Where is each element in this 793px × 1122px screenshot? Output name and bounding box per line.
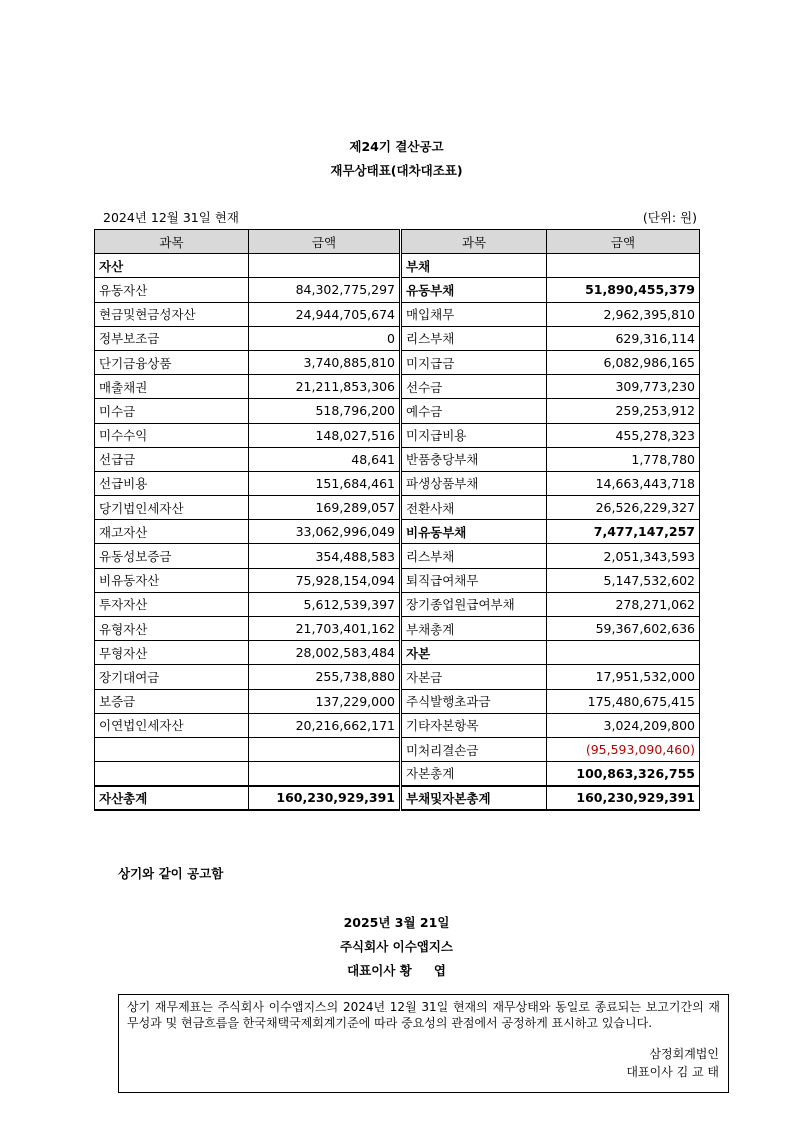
left-account-cell: 단기금융상품 [95, 350, 249, 374]
left-amount-cell: 160,230,929,391 [249, 786, 401, 810]
table-row [95, 520, 700, 544]
right-account-cell: 파생상품부채 [401, 471, 547, 495]
left-account-cell: 보증금 [95, 689, 249, 713]
left-account-cell: 무형자산 [95, 641, 249, 665]
right-amount-cell: 3,024,209,800 [547, 713, 700, 737]
left-account-cell: 자산총계 [95, 786, 249, 810]
statement-title: 재무상태표(대차대조표) [330, 163, 463, 178]
table-row [95, 471, 700, 495]
right-amount-cell: 5,147,532,602 [547, 568, 700, 592]
ceo-title: 대표이사 황 [347, 963, 412, 978]
left-account-cell: 매출채권 [95, 375, 249, 399]
right-account-cell: 미지급비용 [401, 423, 547, 447]
left-amount-cell: 3,740,885,810 [249, 350, 401, 374]
right-account-cell: 주식발행초과금 [401, 689, 547, 713]
table-row [95, 254, 700, 278]
left-amount-cell: 21,703,401,162 [249, 617, 401, 641]
right-account-cell: 예수금 [401, 399, 547, 423]
right-amount-cell: 2,051,343,593 [547, 544, 700, 568]
left-amount-cell: 255,738,880 [249, 665, 401, 689]
header-account-right: 과목 [401, 230, 547, 254]
right-account-cell: 비유동부채 [401, 520, 547, 544]
right-account-cell: 기타자본항목 [401, 713, 547, 737]
table-row [95, 665, 700, 689]
notice-statement: 상기와 같이 공고함 [118, 866, 224, 881]
right-account-cell: 부채총계 [401, 617, 547, 641]
right-account-cell: 미지급금 [401, 350, 547, 374]
right-account-cell: 장기종업원급여부채 [401, 592, 547, 616]
left-account-cell: 이연법인세자산 [95, 713, 249, 737]
left-account-cell: 재고자산 [95, 520, 249, 544]
left-amount-cell: 354,488,583 [249, 544, 401, 568]
left-amount-cell: 148,027,516 [249, 423, 401, 447]
table-row [95, 496, 700, 520]
right-account-cell: 퇴직급여채무 [401, 568, 547, 592]
left-amount-cell: 48,641 [249, 447, 401, 471]
left-amount-cell: 84,302,775,297 [249, 278, 401, 302]
table-row [95, 617, 700, 641]
left-account-cell: 미수금 [95, 399, 249, 423]
right-account-cell: 자본 [401, 641, 547, 665]
right-amount-cell: 59,367,602,636 [547, 617, 700, 641]
left-account-cell: 정부보조금 [95, 326, 249, 350]
right-amount-cell: 1,778,780 [547, 447, 700, 471]
left-account-cell: 미수수익 [95, 423, 249, 447]
left-account-cell: 유동성보증금 [95, 544, 249, 568]
table-row [95, 278, 700, 302]
right-amount-cell: 6,082,986,165 [547, 350, 700, 374]
table-row [95, 423, 700, 447]
left-amount-cell: 0 [249, 326, 401, 350]
right-amount-cell: 160,230,929,391 [547, 786, 700, 810]
table-row [95, 762, 700, 786]
audit-opinion-text: 상기 재무제표는 주식회사 이수앱지스의 2024년 12월 31일 현재의 재무상태와 동일로 종료되는 보고기간의 재무성과 및 현금흐름을 한국채택국제회계기준에 따라 중요성의 관점에서 공정하게 표시하고 있습니다. [127, 1000, 720, 1030]
left-account-cell: 선급비용 [95, 471, 249, 495]
right-amount-cell: 17,951,532,000 [547, 665, 700, 689]
right-amount-cell: 175,480,675,415 [547, 689, 700, 713]
right-amount-cell: 455,278,323 [547, 423, 700, 447]
left-account-cell: 비유동자산 [95, 568, 249, 592]
left-amount-cell [249, 737, 401, 761]
table-row [95, 689, 700, 713]
left-account-cell [95, 737, 249, 761]
right-account-cell: 반품충당부채 [401, 447, 547, 471]
left-amount-cell: 24,944,705,674 [249, 302, 401, 326]
right-amount-cell [547, 641, 700, 665]
left-amount-cell: 5,612,539,397 [249, 592, 401, 616]
right-amount-cell: 7,477,147,257 [547, 520, 700, 544]
audit-firm: 삼정회계법인 [649, 1047, 719, 1061]
left-amount-cell [249, 254, 401, 278]
right-account-cell: 전환사채 [401, 496, 547, 520]
right-amount-cell: 309,773,230 [547, 375, 700, 399]
right-account-cell: 부채 [401, 254, 547, 278]
table-row [95, 737, 700, 761]
table-row [95, 713, 700, 737]
table-header-row [95, 230, 700, 254]
left-amount-cell: 75,928,154,094 [249, 568, 401, 592]
right-account-cell: 선수금 [401, 375, 547, 399]
total-row [95, 786, 700, 810]
left-account-cell: 투자자산 [95, 592, 249, 616]
right-account-cell: 리스부채 [401, 544, 547, 568]
header-amount-right: 금액 [547, 230, 700, 254]
unit-label: (단위: 원) [642, 210, 697, 225]
table-row [95, 641, 700, 665]
right-amount-cell: 2,962,395,810 [547, 302, 700, 326]
left-amount-cell: 137,229,000 [249, 689, 401, 713]
table-row [95, 375, 700, 399]
left-amount-cell: 28,002,583,484 [249, 641, 401, 665]
table-row [95, 592, 700, 616]
left-amount-cell [249, 762, 401, 786]
left-amount-cell: 151,684,461 [249, 471, 401, 495]
table-row [95, 568, 700, 592]
left-account-cell: 현금및현금성자산 [95, 302, 249, 326]
right-account-cell: 유동부채 [401, 278, 547, 302]
right-account-cell: 리스부채 [401, 326, 547, 350]
left-account-cell [95, 762, 249, 786]
left-amount-cell: 33,062,996,049 [249, 520, 401, 544]
right-account-cell: 미처리결손금 [401, 737, 547, 761]
left-account-cell: 자산 [95, 254, 249, 278]
ceo-signature [0, 961, 793, 979]
audit-opinion-box [118, 994, 729, 1093]
signature-date: 2025년 3월 21일 [343, 915, 450, 930]
left-account-cell: 유형자산 [95, 617, 249, 641]
right-amount-cell: 100,863,326,755 [547, 762, 700, 786]
header-amount-left: 금액 [249, 230, 401, 254]
table-body [95, 254, 700, 810]
table-row [95, 447, 700, 471]
table-row [95, 350, 700, 374]
right-account-cell: 자본총계 [401, 762, 547, 786]
as-of-date: 2024년 12월 31일 현재 [103, 210, 239, 225]
left-amount-cell: 20,216,662,171 [249, 713, 401, 737]
right-amount-cell [547, 254, 700, 278]
left-account-cell: 당기법인세자산 [95, 496, 249, 520]
ceo-name: 엽 [433, 963, 446, 978]
table-row [95, 302, 700, 326]
balance-sheet-table [94, 229, 700, 811]
left-amount-cell: 518,796,200 [249, 399, 401, 423]
right-amount-cell: 51,890,455,379 [547, 278, 700, 302]
table-row [95, 544, 700, 568]
right-account-cell: 자본금 [401, 665, 547, 689]
notice-title: 제24기 결산공고 [349, 139, 444, 154]
left-amount-cell: 21,211,853,306 [249, 375, 401, 399]
right-amount-cell: (95,593,090,460) [547, 737, 700, 761]
table-row [95, 399, 700, 423]
right-account-cell: 부채및자본총계 [401, 786, 547, 810]
left-account-cell: 선급금 [95, 447, 249, 471]
right-account-cell: 매입채무 [401, 302, 547, 326]
header-account-left: 과목 [95, 230, 249, 254]
right-amount-cell: 629,316,114 [547, 326, 700, 350]
right-amount-cell: 259,253,912 [547, 399, 700, 423]
left-amount-cell: 169,289,057 [249, 496, 401, 520]
audit-signer: 대표이사 김 교 태 [626, 1065, 719, 1079]
left-account-cell: 장기대여금 [95, 665, 249, 689]
right-amount-cell: 278,271,062 [547, 592, 700, 616]
right-amount-cell: 26,526,229,327 [547, 496, 700, 520]
left-account-cell: 유동자산 [95, 278, 249, 302]
right-amount-cell: 14,663,443,718 [547, 471, 700, 495]
company-name: 주식회사 이수앱지스 [339, 939, 454, 954]
table-row [95, 326, 700, 350]
